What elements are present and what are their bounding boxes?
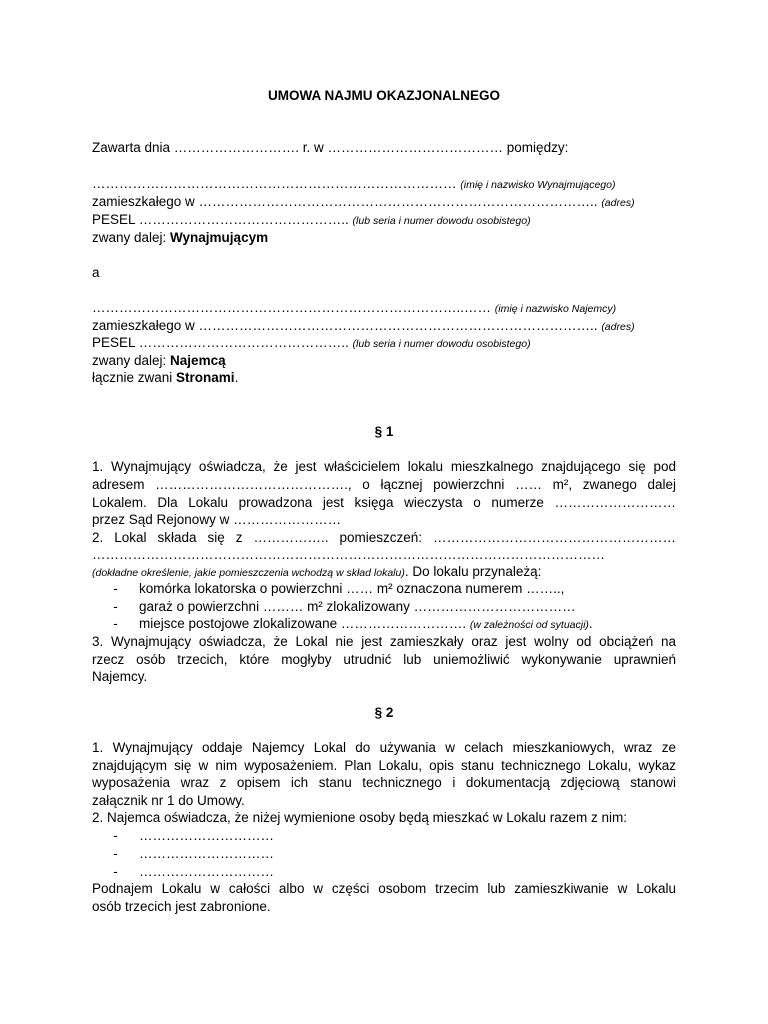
- s1-bullet-garage-text: garaż o powierzchni ……… m² zlokalizowany ………………………………: [139, 599, 576, 614]
- bullet-dash: -: [113, 616, 118, 631]
- s1-bullet-parking-end: .: [588, 616, 593, 631]
- s2-resident-2-dots: …………………………: [139, 846, 274, 861]
- bullet-dash: -: [113, 828, 118, 843]
- tenant-called-term: Najemcą: [170, 353, 226, 368]
- tenant-name-line: [92, 299, 676, 318]
- tenant-address-note: (adres): [601, 321, 635, 333]
- landlord-pesel-line: [92, 211, 676, 230]
- s1-p2-tail: . Do lokalu przynależą:: [404, 564, 542, 579]
- tenant-name-dots: ………………………………………………………………………..……: [92, 300, 492, 315]
- landlord-called-prefix: zwany dalej:: [92, 230, 171, 245]
- s2-resident-2: [92, 845, 676, 863]
- s1-bullet-parking: [92, 615, 676, 634]
- s2-resident-3: [92, 863, 676, 881]
- section-1-heading: § 1: [374, 424, 394, 439]
- s2-resident-1-dots: …………………………: [139, 828, 274, 843]
- tenant-called-prefix: zwany dalej:: [92, 353, 171, 368]
- bullet-dash: -: [113, 581, 118, 596]
- section-2-heading: § 2: [374, 705, 394, 720]
- landlord-address-line: [92, 193, 676, 212]
- landlord-pesel-text: PESEL ………………………………………..: [92, 212, 349, 227]
- parties-prefix: łącznie zwani: [92, 370, 177, 385]
- s1-p1-line1: 1. Wynajmujący oświadcza, że jest właścicielem lokalu mieszkalnego znajdującego się pod: [92, 459, 676, 474]
- s1-p3-line2: rzecz osób trzecich, które mogłyby utrudnić lub uniemożliwić wykonywanie uprawnień: [92, 652, 676, 667]
- s2-p2: 2. Najemca oświadcza, że niżej wymienione osoby będą mieszkać w Lokalu razem z nim:: [92, 810, 627, 825]
- tenant-address-text: zamieszkałego w ……………………………………………………………………………..: [92, 318, 598, 333]
- s2-p3-line1: Podnajem Lokalu w całości albo w części osobom trzecim lub zamieszkiwanie w Lokalu: [92, 881, 676, 896]
- s2-p3-line2: osób trzecich jest zabronione.: [92, 899, 271, 914]
- parties-line: [92, 369, 676, 387]
- parties-suffix: .: [234, 370, 239, 385]
- s1-bullet-garage: [92, 598, 676, 616]
- tenant-pesel-note: (lub seria i numer dowodu osobistego): [352, 338, 531, 350]
- s1-p3-line3: Najemcy.: [92, 669, 148, 684]
- bullet-dash: -: [113, 599, 118, 614]
- s2-p1-line1: 1. Wynajmujący oddaje Najemcy Lokal do używania w celach mieszkaniowych, wraz ze: [92, 740, 676, 755]
- s2-p1-line2: znajdującym się w nim wyposażeniem. Plan Lokalu, opis stanu technicznego Lokalu, wykaz: [92, 758, 676, 773]
- tenant-name-note: (imię i nazwisko Najemcy): [494, 303, 617, 315]
- s1-bullet-parking-note: (w zależności od sytuacji): [469, 619, 589, 631]
- contract-date-line: Zawarta dnia ………………………. r. w ………………………………… pomiędzy:: [92, 140, 569, 155]
- s1-p3-line1: 3. Wynajmujący oświadcza, że Lokal nie jest zamieszkały oraz jest wolny od obciążeń na: [92, 634, 676, 649]
- landlord-address-note: (adres): [601, 197, 635, 209]
- s1-bullet-storage: [92, 580, 676, 598]
- s1-p1-line4: przez Sąd Rejonowy w ……………………: [92, 512, 342, 527]
- bullet-dash: -: [113, 864, 118, 879]
- landlord-address-text: zamieszkałego w ……………………………………………………………………………..: [92, 194, 598, 209]
- s2-p1-line3: wyposażenia wraz z opisem ich stanu technicznego i dokumentacją zdjęciową stanowi: [92, 775, 676, 790]
- landlord-called-line: [92, 229, 676, 247]
- tenant-pesel-line: [92, 334, 676, 353]
- s2-resident-3-dots: …………………………: [139, 864, 274, 879]
- document-title: UMOWA NAJMU OKAZJONALNEGO: [268, 88, 500, 103]
- parties-term: Stronami: [176, 370, 235, 385]
- s1-p2-note: (dokładne określenie, jakie pomieszczenia wchodzą w skład lokalu): [92, 567, 405, 579]
- s1-bullet-parking-text: miejsce postojowe zlokalizowane ……………………….: [139, 616, 467, 631]
- s2-p1-line4: załącznik nr 1 do Umowy.: [92, 793, 245, 808]
- landlord-pesel-note: (lub seria i numer dowodu osobistego): [352, 215, 531, 227]
- s1-bullet-storage-text: komórka lokatorska o powierzchni …… m² oznaczona numerem ……..,: [139, 581, 565, 596]
- s1-p2-line2: ……………………………………………………………………………………………………: [92, 547, 605, 562]
- tenant-called-line: [92, 352, 676, 370]
- s1-p1-line3: Lokalem. Dla Lokalu prowadzona jest księga wieczysta o numerze ………………………: [92, 495, 676, 510]
- s1-p2-line1: 2. Lokal składa się z …………….. pomieszczeń: ………………………………………………: [92, 530, 676, 545]
- landlord-name-line: [92, 175, 676, 194]
- landlord-name-note: (imię i nazwisko Wynajmującego): [460, 179, 616, 191]
- landlord-called-term: Wynajmującym: [170, 230, 269, 245]
- s2-resident-1: [92, 827, 676, 845]
- tenant-pesel-text: PESEL ………………………………………..: [92, 335, 349, 350]
- landlord-name-dots: ………………………………………………………………………: [92, 176, 457, 191]
- conjunction-a: a: [92, 265, 100, 280]
- s1-p1-line2: adresem ……………………………………., o łącznej powierzchni …… m², zwanego dalej: [92, 477, 676, 492]
- bullet-dash: -: [113, 846, 118, 861]
